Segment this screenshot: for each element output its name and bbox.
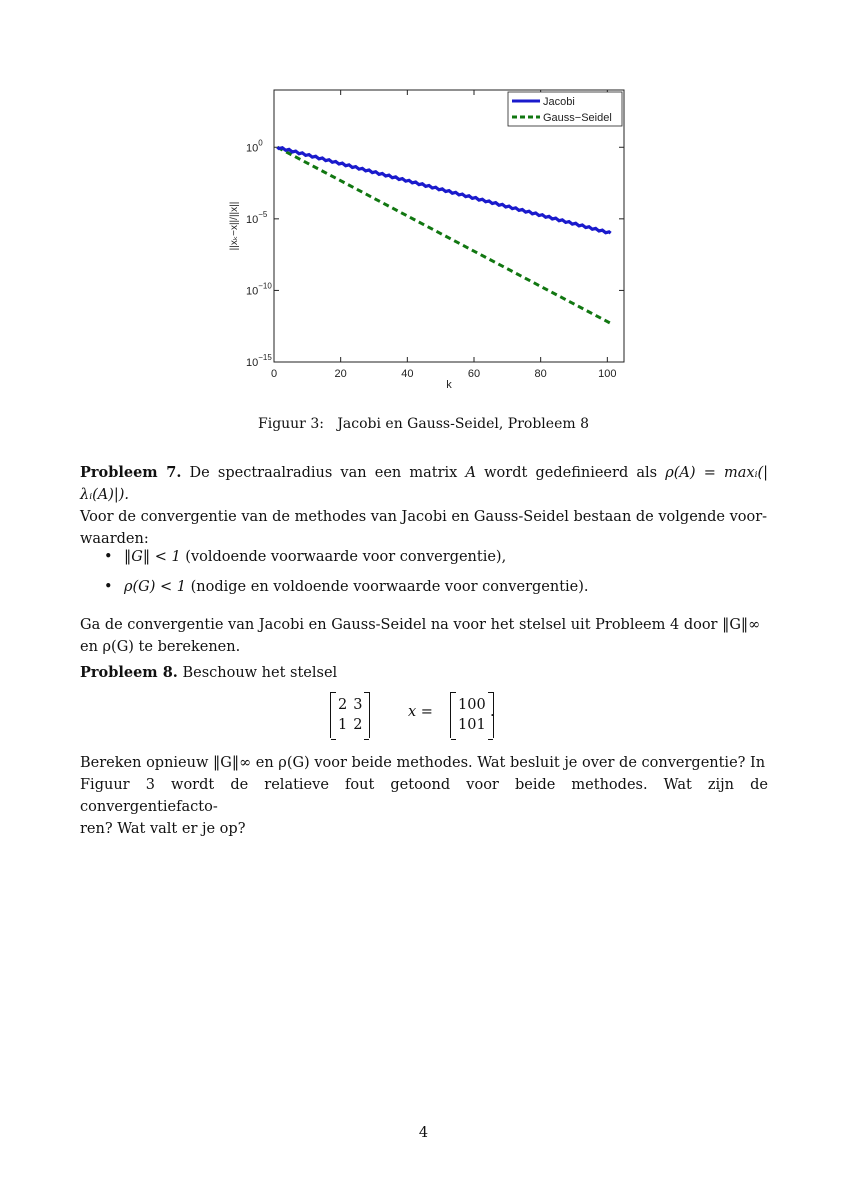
condition-1-text: (voldoende voorwaarde voor convergentie), <box>180 549 507 565</box>
matrix-cell: 3 <box>353 697 363 713</box>
caption-text: Jacobi en Gauss-Seidel, Probleem 8 <box>337 416 589 432</box>
matrix-cell: 2 <box>353 717 363 733</box>
legend-jacobi-label: Jacobi <box>543 96 575 108</box>
x-axis-label: k <box>446 379 452 391</box>
caption-label: Figuur 3: <box>258 416 324 432</box>
problem-7-title: Probleem 7. <box>80 464 182 481</box>
x-tick-label: 0 <box>270 368 278 380</box>
x-tick-label: 80 <box>534 368 547 380</box>
problem-7-after1: Ga de convergentie van Jacobi en Gauss-Seidel na voor het stelsel uit Probleem 4 door ‖G‖∞ <box>80 617 761 633</box>
problem-8-text: Beschouw het stelsel <box>182 665 338 681</box>
problem-8-intro <box>80 662 768 684</box>
condition-1-math: ‖G‖ < 1 <box>124 549 181 565</box>
problem-7-formula: ρ(A) = maxᵢ(|λᵢ(A)|). <box>80 465 769 503</box>
condition-2-math: ρ(G) < 1 <box>124 579 187 595</box>
matrix-cell: 1 <box>338 717 348 733</box>
problem-8-question <box>80 752 768 840</box>
problem-8-line2: Figuur 3 wordt de relatieve fout getoond voor beide methodes. Wat zijn de convergentiefacto- <box>80 777 768 815</box>
matrix-cell: 2 <box>338 697 348 713</box>
problem-7-matrix-symbol: A <box>465 465 476 481</box>
legend <box>508 92 622 126</box>
problem-7-intro <box>80 462 768 550</box>
problem-7-after2: en ρ(G) te berekenen. <box>80 639 241 655</box>
rhs-cell: 100 <box>458 697 486 713</box>
problem-7-line3: waarden: <box>80 531 149 547</box>
rhs-vector <box>450 692 494 738</box>
coefficient-matrix <box>330 692 370 738</box>
system-x-equals: x = <box>408 704 433 720</box>
y-tick-label: $10^{-10}$ <box>246 281 272 298</box>
convergence-chart <box>200 86 640 396</box>
list-item <box>104 546 764 576</box>
x-tick-label: 40 <box>401 368 414 380</box>
chart-svg <box>200 86 640 396</box>
linear-system <box>330 692 530 742</box>
problem-7-text2: wordt gedefinieerd als <box>476 465 666 481</box>
y-tick-label: $10^{-15}$ <box>246 353 272 369</box>
x-tick-label: 20 <box>334 368 347 380</box>
problem-8-title: Probleem 8. <box>80 664 178 681</box>
page-number: 4 <box>418 1125 429 1141</box>
problem-7-text1: De spectraalradius van een matrix <box>189 465 466 481</box>
list-item <box>104 576 764 606</box>
bullet-icon: • <box>104 579 113 595</box>
y-axis-label: ||xₖ−x||/||x|| <box>229 201 240 251</box>
problem-7-conditions <box>104 546 764 606</box>
y-tick-label: $10^0$ <box>246 138 263 155</box>
condition-2-text: (nodige en voldoende voorwaarde voor convergentie). <box>186 579 589 595</box>
x-tick-label: 60 <box>467 368 481 380</box>
x-tick-label: 100 <box>598 368 617 380</box>
rhs-cell: 101 <box>458 717 486 733</box>
legend-gauss-seidel-label: Gauss−Seidel <box>543 112 612 124</box>
problem-8-line1: Bereken opnieuw ‖G‖∞ en ρ(G) voor beide methodes. Wat besluit je over de convergentie? In <box>80 755 766 771</box>
plot-area <box>274 90 624 362</box>
problem-7-question <box>80 614 768 658</box>
y-tick-label: $10^{-5}$ <box>246 209 268 226</box>
system-period: . <box>490 704 495 720</box>
figure-caption <box>0 416 847 432</box>
problem-8-line3: ren? Wat valt er je op? <box>80 821 246 837</box>
bullet-icon: • <box>104 549 113 565</box>
problem-7-line2: Voor de convergentie van de methodes van Jacobi en Gauss-Seidel bestaan de volgende voor- <box>80 509 768 525</box>
